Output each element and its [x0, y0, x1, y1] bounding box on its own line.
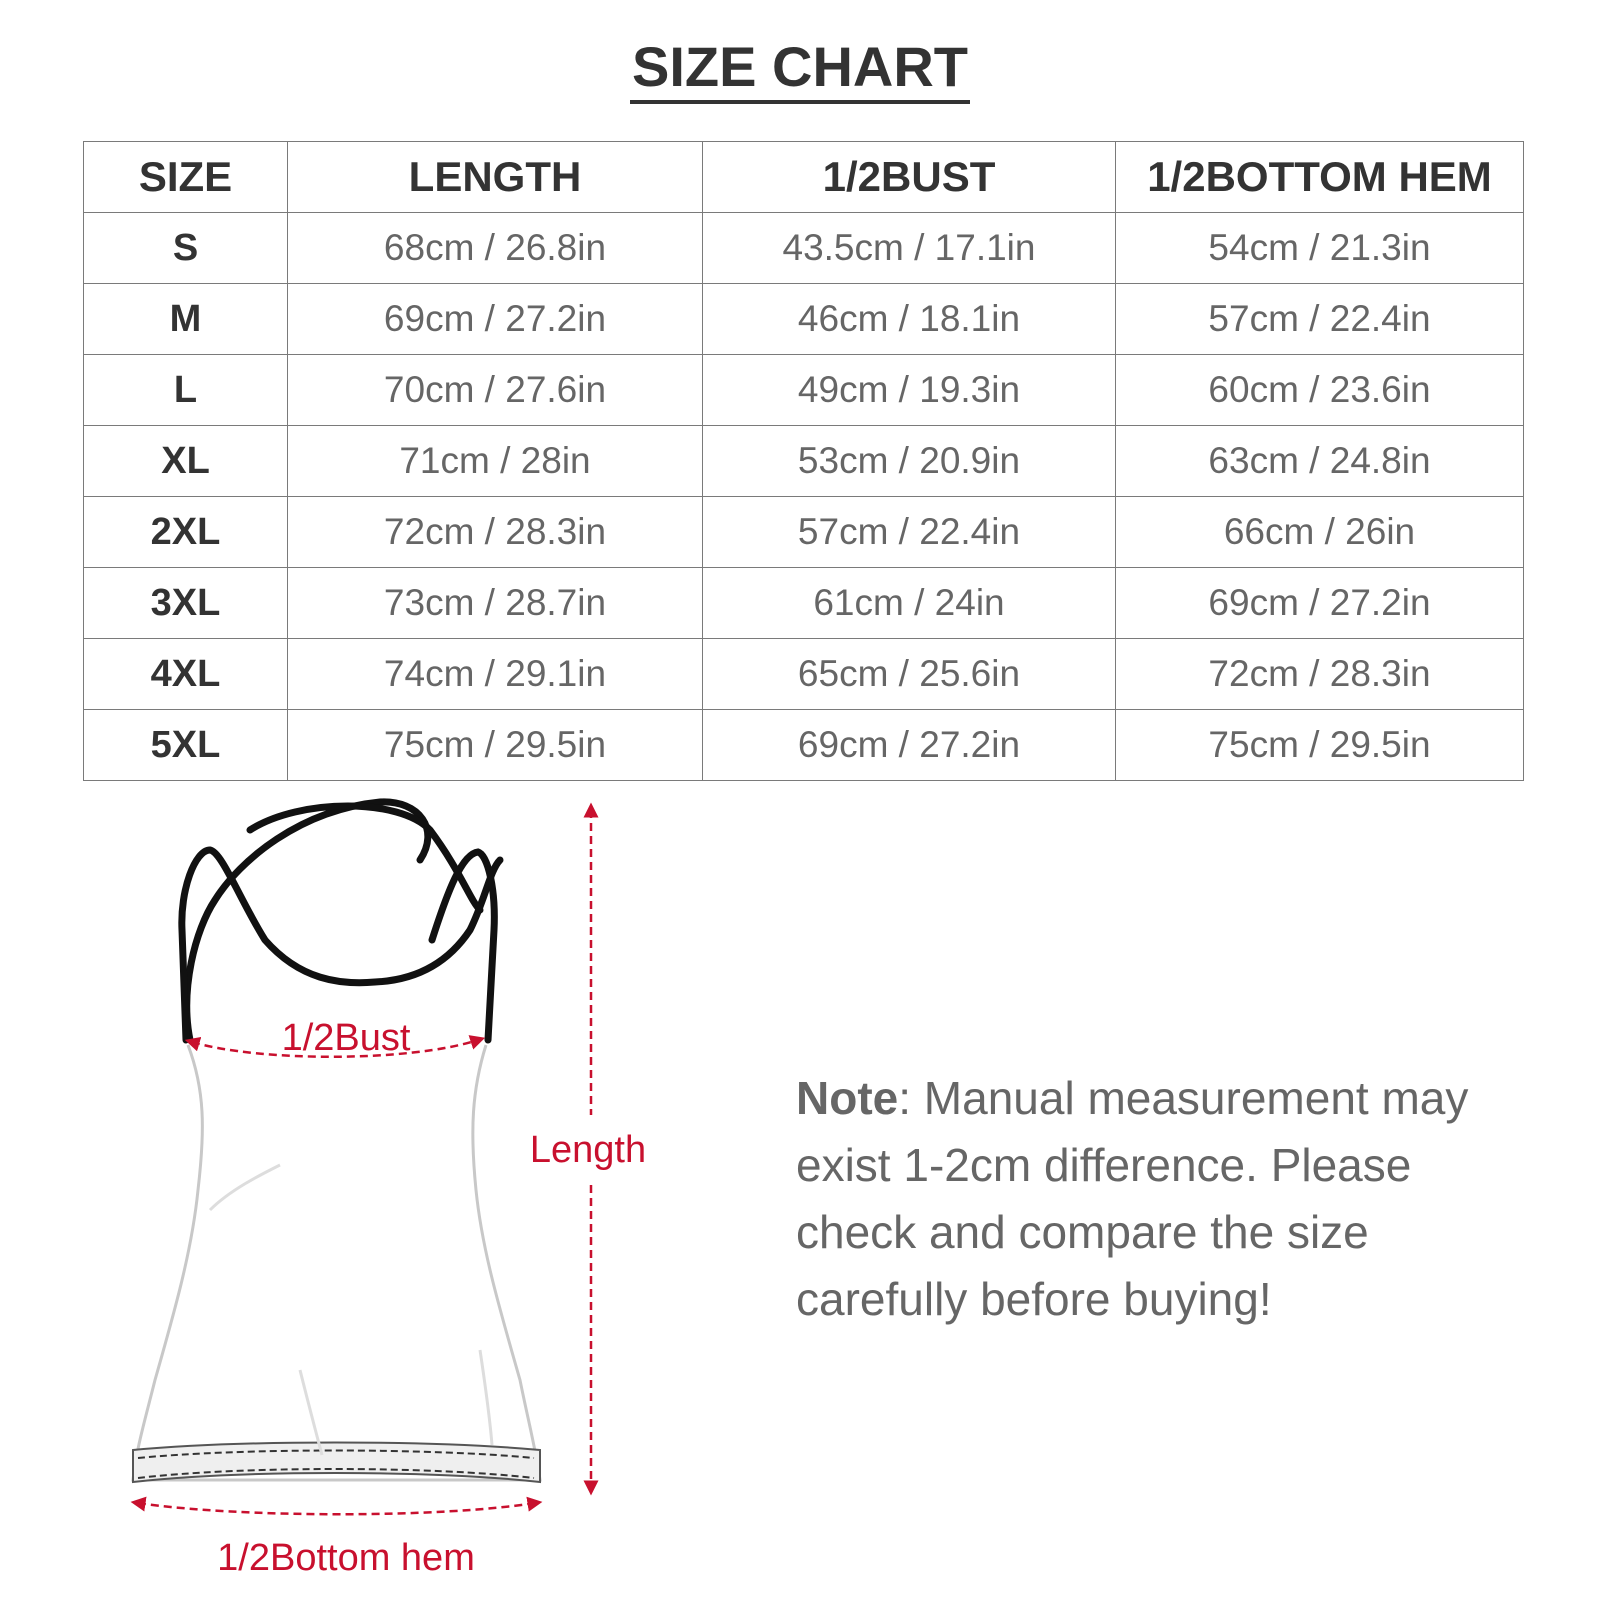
hem-cell: 60cm / 23.6in — [1116, 355, 1524, 426]
length-cell: 71cm / 28in — [288, 426, 703, 497]
hem-label: 1/2Bottom hem — [217, 1537, 475, 1579]
header-bottom-hem: 1/2BOTTOM HEM — [1116, 142, 1524, 213]
bust-cell: 65cm / 25.6in — [703, 639, 1116, 710]
bust-cell: 49cm / 19.3in — [703, 355, 1116, 426]
hem-measure-line — [138, 1503, 535, 1514]
bust-cell: 61cm / 24in — [703, 568, 1116, 639]
neckline-strap — [187, 802, 428, 1040]
size-cell: 4XL — [84, 639, 288, 710]
table-row — [84, 639, 1524, 710]
hem-cell: 57cm / 22.4in — [1116, 284, 1524, 355]
note-label: Note — [796, 1072, 899, 1124]
table-header-row — [84, 142, 1524, 213]
camisole-body-outline — [133, 1045, 540, 1480]
size-cell: XL — [84, 426, 288, 497]
hem-cell: 69cm / 27.2in — [1116, 568, 1524, 639]
bust-cell: 57cm / 22.4in — [703, 497, 1116, 568]
hem-cell: 54cm / 21.3in — [1116, 213, 1524, 284]
table-row — [84, 284, 1524, 355]
table-row — [84, 497, 1524, 568]
hem-cell: 72cm / 28.3in — [1116, 639, 1524, 710]
camisole-illustration — [133, 802, 540, 1482]
header-bust: 1/2BUST — [703, 142, 1116, 213]
size-cell: S — [84, 213, 288, 284]
page-title-wrap — [0, 36, 1600, 104]
size-cell: 2XL — [84, 497, 288, 568]
table-row — [84, 213, 1524, 284]
hem-cell: 66cm / 26in — [1116, 497, 1524, 568]
table-row — [84, 426, 1524, 497]
length-cell: 72cm / 28.3in — [288, 497, 703, 568]
bust-cell: 43.5cm / 17.1in — [703, 213, 1116, 284]
size-cell: M — [84, 284, 288, 355]
table-row — [84, 355, 1524, 426]
length-cell: 75cm / 29.5in — [288, 710, 703, 781]
length-cell: 68cm / 26.8in — [288, 213, 703, 284]
length-cell: 69cm / 27.2in — [288, 284, 703, 355]
header-size: SIZE — [84, 142, 288, 213]
size-table — [83, 141, 1524, 781]
size-cell: 3XL — [84, 568, 288, 639]
length-cell: 74cm / 29.1in — [288, 639, 703, 710]
table-row — [84, 568, 1524, 639]
bust-label: 1/2Bust — [281, 1017, 411, 1059]
length-cell: 70cm / 27.6in — [288, 355, 703, 426]
size-cell: 5XL — [84, 710, 288, 781]
garment-diagram — [0, 790, 720, 1600]
hem-cell: 63cm / 24.8in — [1116, 426, 1524, 497]
page-title: SIZE CHART — [630, 36, 970, 104]
measurement-note — [796, 1065, 1516, 1333]
bust-cell: 53cm / 20.9in — [703, 426, 1116, 497]
hem-cell: 75cm / 29.5in — [1116, 710, 1524, 781]
length-label: Length — [529, 1129, 647, 1171]
size-cell: L — [84, 355, 288, 426]
length-cell: 73cm / 28.7in — [288, 568, 703, 639]
header-length: LENGTH — [288, 142, 703, 213]
bust-cell: 46cm / 18.1in — [703, 284, 1116, 355]
table-row — [84, 710, 1524, 781]
note-text: : Manual measurement may exist 1-2cm difference. Please check and compare the size carefully before buying! — [796, 1072, 1469, 1325]
bust-cell: 69cm / 27.2in — [703, 710, 1116, 781]
